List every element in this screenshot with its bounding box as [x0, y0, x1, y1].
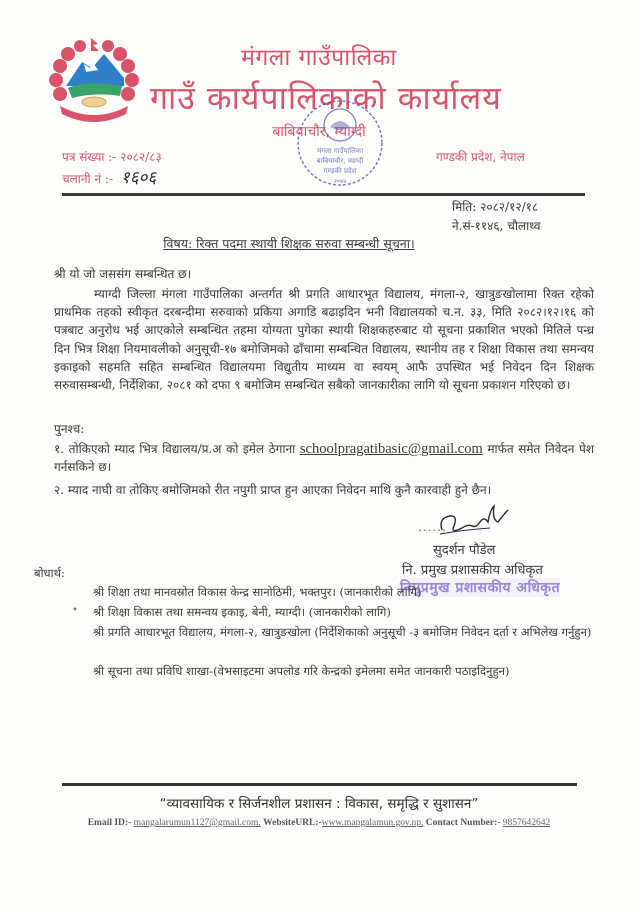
- letter-number-label: पत्र संख्या :-: [62, 150, 117, 164]
- notice-body: म्याग्दी जिल्ला मंगला गाउँपालिका अन्तर्गत श्री प्रगति आधारभूत विद्यालय, मंगला-२, खात्रुङखोलामा रिक्त रहेको प्राथमिक तहको स्वीकृत दरबन्दीमा सरुवाको प्रकिया अगाडि बढाइदिन भनी विद्यालयको च.न. ३३, मिति २०८२।१२।१६ को पत्रबाट अनुरोध भई आएकोले सम्बन्धित तहमा योग्यता पुगेका स्थायी शिक्षकहरुबाट यो सूचना प्रकाशित भएको मितिले पन्ध्र दिन भित्र शिक्षा नियमावलीको अनुसूची-१७ बमोजिमको ढाँचामा सम्बन्धित विद्यालय, स्थानीय तह र शिक्षा विकास तथा समन्वय इकाइको सहमति सहित सम्बन्धित विद्यालयमा विद्युतीय माध्यम वा स्वयम् आफै उपस्थित भई निवेदन दिन शिक्षक सरुवासम्बन्धी, निर्देशिका, २०८१ को दफा ९ बमोजिम सम्बन्धित सबैको जानकारीका लागि यो सूचना प्रकाशन गरिएको छ।: [54, 287, 594, 393]
- cc-item: श्री शिक्षा तथा मानवस्रोत विकास केन्द्र सानोठिमी, भक्तपुर। (जानकारीको लागि): [93, 585, 422, 599]
- office-seal-stamp: [292, 95, 388, 191]
- note1-text-before: १. तोकिएको म्याद भित्र विद्यालय/प्र.अ को इमेल ठेगाना: [54, 442, 296, 456]
- subject-text: विषय: रिक्त पदमा स्थायी शिक्षक सरुवा सम्बन्धी सूचना।: [163, 236, 415, 251]
- signatory-title: नि. प्रमुख प्रशासकीय अधिकृत: [402, 563, 543, 578]
- contact-label: Contact Number:-: [425, 818, 501, 828]
- postscript-label: पुनश्च:: [54, 422, 85, 436]
- note1-text-after: मार्फत समेत निवेदन पेश गर्नसकिने छ।: [54, 442, 594, 474]
- email-label: Email ID:-: [87, 818, 132, 828]
- footer-motto: “व्यावसायिक र सिर्जनशील प्रशासन : विकास, समृद्धि र सुशासन”: [159, 796, 479, 812]
- nepal-sambat-date: ने.सं-११४६, चौलाथ्व: [452, 219, 541, 233]
- svg-text:गण्डकी प्रदेश: गण्डकी प्रदेश: [323, 167, 357, 175]
- bullet-mark: •: [72, 605, 78, 616]
- officer-rubber-stamp: निमुप्रमुख प्रशासकीय अधिकृत: [400, 580, 561, 596]
- svg-text:बाबियाचौर, म्याग्दी: बाबियाचौर, म्याग्दी: [316, 157, 364, 165]
- footer-email-link[interactable]: mangalarumun1127@gmail.com,: [133, 818, 261, 828]
- footer-divider: [62, 783, 577, 786]
- header-divider: [62, 193, 585, 196]
- svg-text:२०७४: २०७४: [333, 178, 347, 185]
- ribbon-banner: [60, 106, 128, 122]
- school-email-link[interactable]: schoolpragatibasic@gmail.com: [299, 441, 483, 457]
- handwritten-signature: [432, 500, 512, 542]
- salutation: श्री यो जो जससंग सम्बन्धित छ।: [54, 267, 192, 281]
- footer-website-link[interactable]: www.mangalamun.gov.np,: [321, 818, 424, 828]
- letter-number-value: २०८२/८३: [120, 150, 162, 164]
- dispatch-number-handwritten: १६०६: [120, 168, 157, 188]
- dispatch-number-label: चलानी नं :-: [62, 172, 114, 186]
- office-name: गाउँ कार्यपालिकाको कार्यालय: [150, 79, 502, 117]
- footer-phone[interactable]: 9857642642: [502, 818, 551, 828]
- subject-line: [0, 235, 638, 252]
- province-label: गण्डकी प्रदेश, नेपाल: [436, 150, 525, 164]
- municipality-name: मंगला गाउँपालिका: [241, 45, 397, 71]
- signature-dots: ......: [418, 520, 447, 534]
- cc-label: बोधार्थ:: [34, 566, 65, 580]
- postscript-note-2: २. म्याद नाघी वा तोकिए बमोजिमको रीत नपुगी प्राप्त हुन आएका निवेदन माथि कुनै कारवाही हुने छैन।: [54, 483, 492, 497]
- date: मिति: २०८२/१२/१८: [452, 200, 539, 214]
- cc-item: श्री शिक्षा विकास तथा समन्वय इकाइ, बेनी, म्याग्दी। (जानकारीको लागि): [93, 605, 391, 619]
- signatory-name: सुदर्शन पौडेल: [433, 543, 496, 558]
- cc-item: श्री सूचना तथा प्रविधि शाखा-(वेभसाइटमा अपलोड गरि केन्द्रको इमेलमा समेत जानकारी पठाइदिनुहुन): [93, 664, 510, 678]
- postscript-note-1: [54, 440, 594, 476]
- cc-item: श्री प्रगति आधारभूत विद्यालय, मंगला-२, खात्रुङखोला (निर्देशिकाको अनुसूची -३ बमोजिम निवेदन दर्ता र अभिलेख गर्नुहुन): [93, 625, 592, 639]
- svg-text:मंगला गाउँपालिका: मंगला गाउँपालिका: [316, 147, 364, 155]
- website-label: WebsiteURL:-: [263, 818, 322, 828]
- dispatch-number: [62, 165, 156, 188]
- letter-number: [62, 148, 162, 165]
- footer-contact: [0, 818, 638, 828]
- office-address: बाबियाचौर, म्याग्दी: [272, 124, 366, 140]
